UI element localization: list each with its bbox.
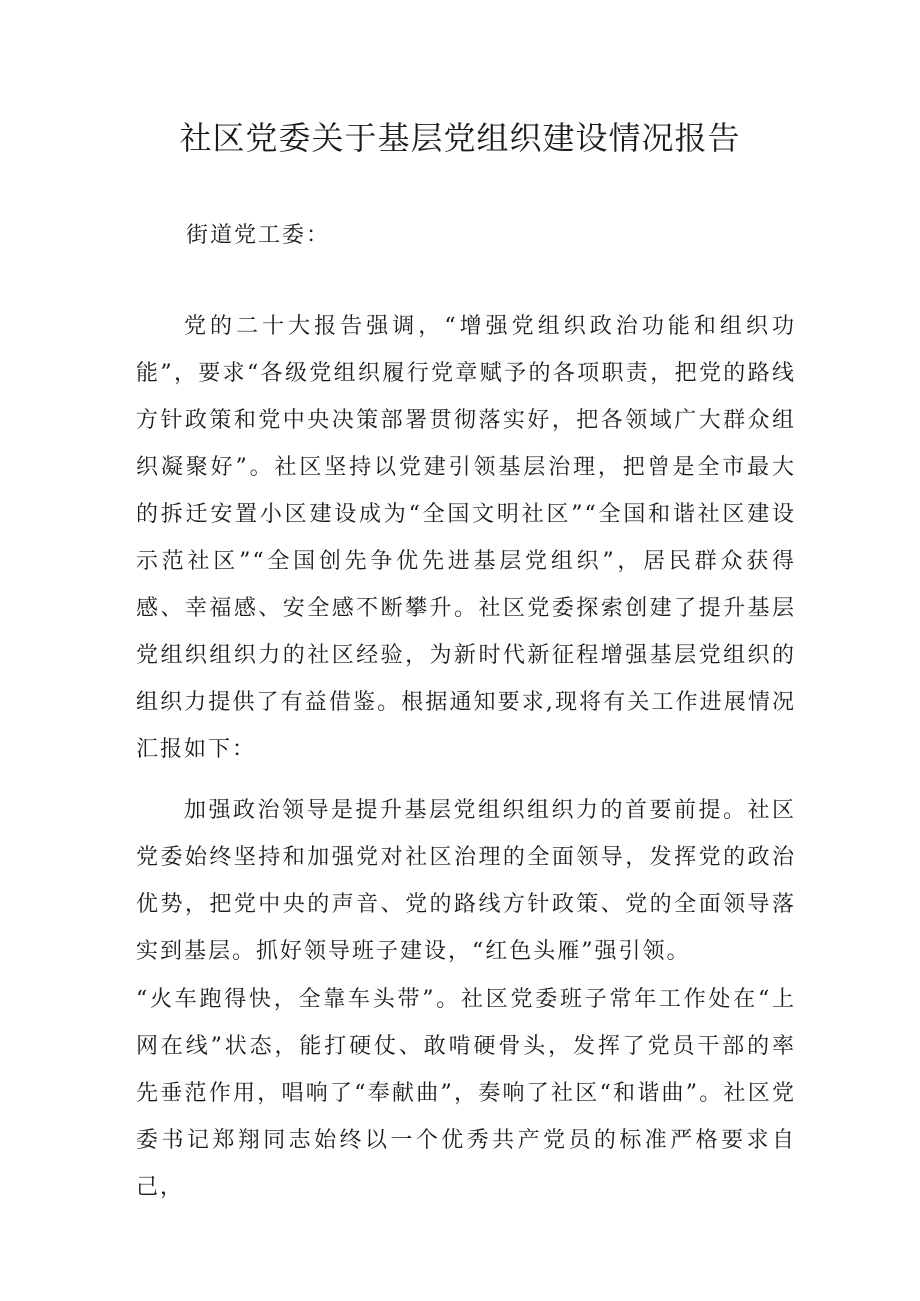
paragraph-political-leadership: 加强政治领导是提升基层党组织组织力的首要前提。社区党委始终坚持和加强党对社区治理的全面领导，发挥党的政治优势，把党中央的声音、党的路线方针政策、党的全面领导落实到基层。抓好领导班子建设，“红色头雁”强引领。 bbox=[136, 798, 796, 964]
paragraph-leadership-team: “火车跑得快，全靠车头带”。社区党委班子常年工作处在“上网在线”状态，能打硬仗、敢啃硬骨头，发挥了党员干部的率先垂范作用，唱响了“奉献曲”，奏响了社区“和谐曲”。社区党委书记郑翔同志始终以一个优秀共产党员的标准严格要求自己， bbox=[136, 987, 796, 1200]
document-title: 社区党委关于基层党组织建设情况报告 bbox=[179, 119, 741, 157]
salutation: 街道党工委： bbox=[186, 223, 331, 248]
paragraph-intro: 党的二十大报告强调，“增强党组织政治功能和组织功能”，要求“各级党组织履行党章赋予的各项职责，把党的路线方针政策和党中央决策部署贯彻落实好，把各领域广大群众组织凝聚好”。社区坚持以党建引领基层治理，把曾是全市最大的拆迁安置小区建设成为“全国文明社区”“全国和谐社区建设示范社区”“全国创先争优先进基层党组织”，居民群众获得感、幸福感、安全感不断攀升。社区党委探索创建了提升基层党组织组织力的社区经验，为新时代新征程增强基层党组织的组织力提供了有益借鉴。根据通知要求,现将有关工作进展情况汇报如下： bbox=[136, 314, 796, 762]
